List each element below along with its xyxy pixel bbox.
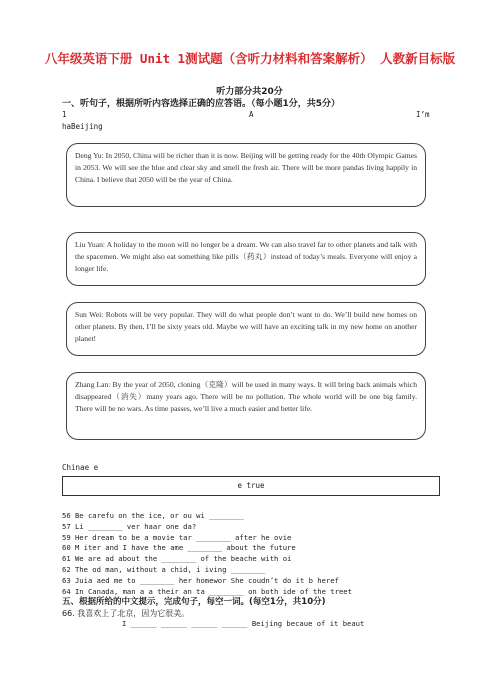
section-1-heading: 一、听句子，根据所听内容选择正确的应答语。（每小题1分，共5分） — [62, 99, 341, 109]
speech-text: Liu Yuan: A holiday to the moon will no longer be a dream. We can also travel far to other planets and talk with the spacemen. We might also eat something like pills（药丸）instead of today’s meals. Everyone will enjoy a longer life. — [75, 240, 417, 273]
question-59: 59 Her dream to be a movie tar ________ after he ovie — [62, 532, 292, 542]
listening-score-note: 听力部分共20分 — [216, 87, 283, 97]
speech-box-liu-yuan — [66, 232, 426, 286]
speech-box-sun-wei — [66, 302, 426, 356]
fill-in-questions — [62, 511, 452, 630]
section-5-heading: 五、根据所给的中文提示，完成句子，每空一词。(每空1分，共10分) — [62, 597, 326, 608]
table-cell: e true — [237, 481, 265, 490]
option-text-continued: haBeijing — [62, 122, 103, 131]
speech-box-zhang-lan — [66, 372, 426, 440]
question-66-prompt: 66. 我喜欢上了北京，因为它很美。 — [62, 609, 190, 619]
speech-text: Deng Yu: In 2050, China will be richer than it is now. Beijing will be getting ready for the 40th Olympic Games in 2053. We will see the blue and clear sky and smell the fresh air. There will be more pandas living happily in China. I believe that 2050 will be the year of China. — [75, 151, 417, 184]
speech-box-deng-yu — [66, 143, 426, 207]
question-56: 56 Be carefu on the ice, or ou wi ________ — [62, 511, 244, 520]
question-number: 1 — [62, 110, 67, 119]
question-64: 64 In Canada, man a a their an ta ________ on both ide of the treet — [62, 586, 352, 596]
option-text: I’m — [416, 110, 430, 119]
question-66-blanks: I ______ ______ ______ ______ Beijing becaue of it beaut — [122, 619, 365, 629]
page-title: 八年级英语下册 Unit 1测试题（含听力材料和答案解析） 人教新目标版 — [44, 51, 456, 66]
question-63: 63 Juia aed me to ________ her homewor She coudn’t do it b heref — [62, 575, 339, 585]
question-62: 62 The od man, without a chid, i iving ________ — [62, 564, 266, 574]
answer-table — [62, 476, 440, 496]
speech-text: Zhang Lan: By the year of 2050, cloning（克隆）will be used in many ways. It will bring back animals which disappeared（消失）many years ago. There will be no pollution. The whole world will be one big family. There will be no wars. As time passes, we’ll live a much easier and better life. — [75, 380, 417, 413]
table-caption: Chinae e — [62, 463, 99, 472]
question-60: 60 M iter and I have the ame ________ about the future — [62, 543, 296, 553]
question-1-row — [62, 110, 440, 120]
question-57: 57 Li ________ ver haar one da? — [62, 521, 197, 531]
question-61: 61 We are ad about the ________ of the beache with oi — [62, 554, 292, 564]
option-label: A — [249, 110, 254, 119]
speech-text: Sun Wei: Robots will be very popular. They will do what people don’t want to do. We’ll build new homes on other planets. By then, I’ll be sixty years old. Maybe we will have an exciting talk in my new home on another planet! — [75, 310, 417, 343]
